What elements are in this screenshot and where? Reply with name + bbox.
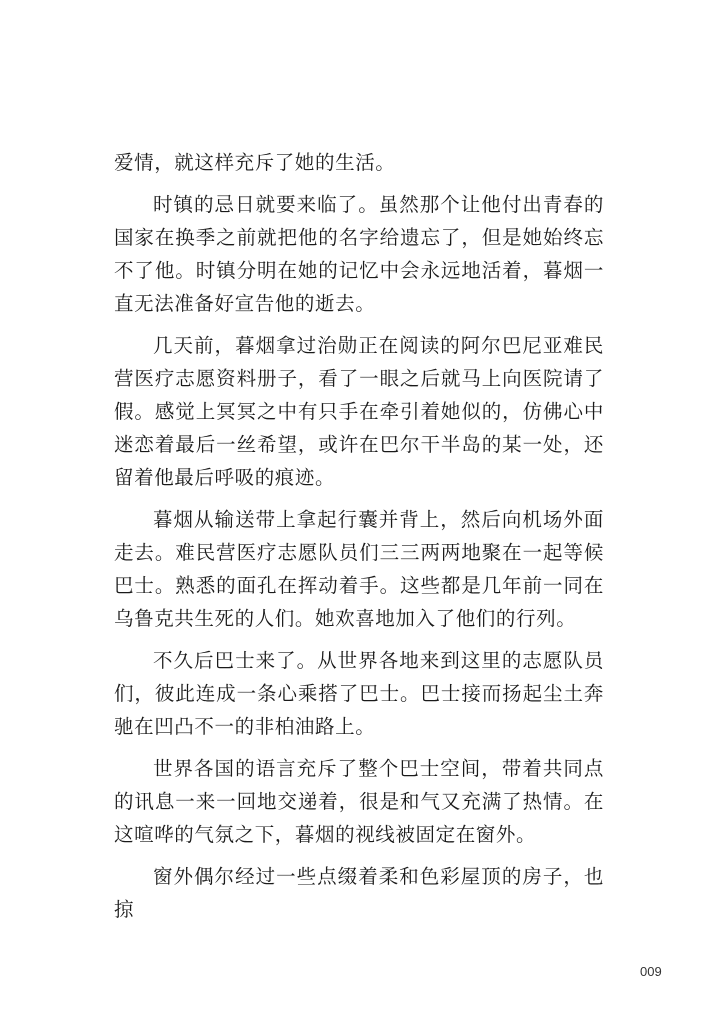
page-body bbox=[114, 146, 604, 935]
paragraph-4: 暮烟从输送带上拿起行囊并背上，然后向机场外面走去。难民营医疗志愿队员们三三两两地聚在一起等候巴士。熟悉的面孔在挥动着手。这些都是几年前一同在乌鲁克共生死的人们。她欢喜地加入了他们的行列。 bbox=[114, 508, 604, 630]
paragraph-7: 窗外偶尔经过一些点缀着柔和色彩屋顶的房子，也掠 bbox=[114, 865, 604, 921]
page-number: 009 bbox=[640, 964, 662, 979]
paragraph-6: 世界各国的语言充斥了整个巴士空间，带着共同点的讯息一来一回地交递着，很是和气又充满了热情。在这喧哗的气氛之下，暮烟的视线被固定在窗外。 bbox=[114, 757, 604, 846]
paragraph-5: 不久后巴士来了。从世界各地来到这里的志愿队员们，彼此连成一条心乘搭了巴士。巴士接而扬起尘土奔驰在凹凸不一的非柏油路上。 bbox=[114, 649, 604, 738]
paragraph-1: 爱情，就这样充斥了她的生活。 bbox=[114, 151, 396, 174]
paragraph-2: 时镇的忌日就要来临了。虽然那个让他付出青春的国家在换季之前就把他的名字给遗忘了，但是她始终忘不了他。时镇分明在她的记忆中会永远地活着，暮烟一直无法准备好宣告他的逝去。 bbox=[114, 193, 604, 315]
paragraph-3: 几天前，暮烟拿过治勋正在阅读的阿尔巴尼亚难民营医疗志愿资料册子，看了一眼之后就马上向医院请了假。感觉上冥冥之中有只手在牵引着她似的，仿佛心中迷恋着最后一丝希望，或许在巴尔干半岛的某一处，还留着他最后呼吸的痕迹。 bbox=[114, 334, 604, 489]
